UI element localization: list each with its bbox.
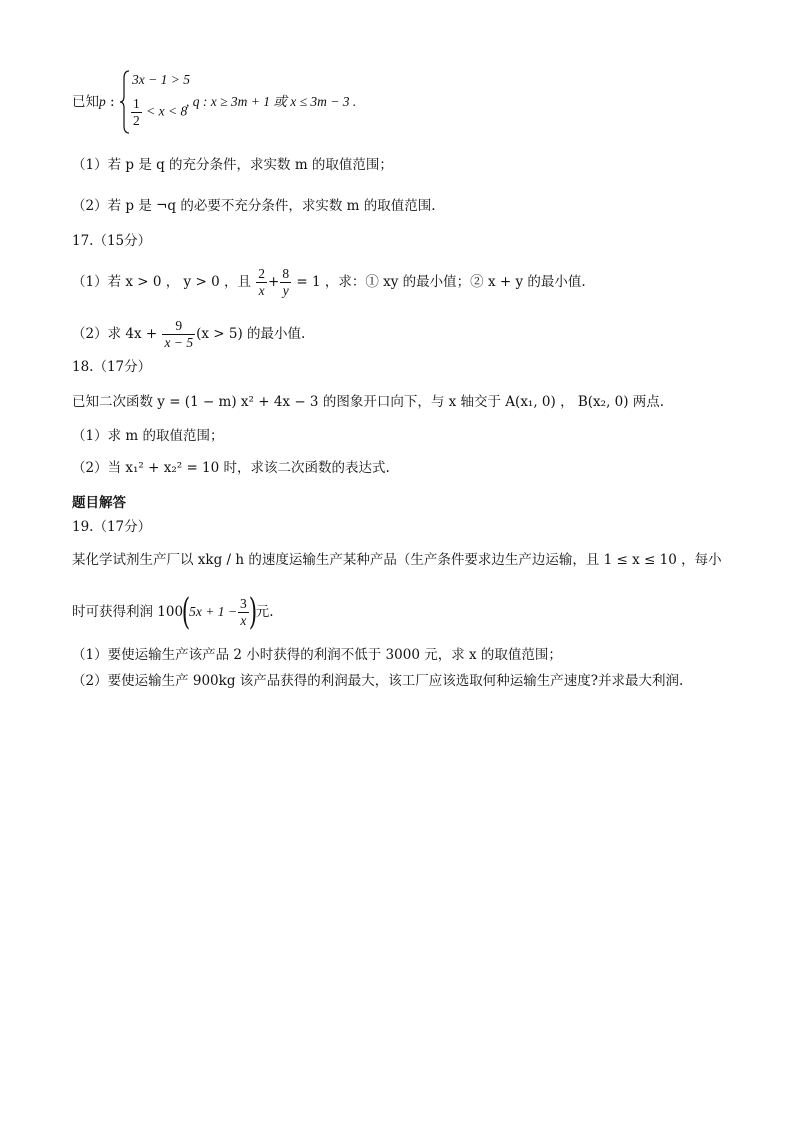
q19-header: 19.（17分） (72, 519, 152, 535)
q18-part1: （1）求 m 的取值范围； (72, 428, 224, 444)
q16-intro (72, 93, 115, 111)
q16-p-label: p (99, 94, 106, 109)
q19-inner-prefix: 5x + 1 − (189, 604, 237, 619)
q16-system-line1: 3x − 1 > 5 (132, 72, 190, 87)
q17-f1-num: 2 (258, 266, 266, 281)
q16-system-brace (120, 70, 130, 138)
q17-part2-suffix: (x > 5) 的最小值. (196, 326, 306, 342)
q19-f-num: 3 (239, 596, 247, 611)
q17-header: 17.（15分） (72, 233, 152, 249)
q17-f1-den: x (258, 283, 265, 298)
q17-f3-num: 9 (162, 318, 195, 335)
q17-f2-num: 8 (282, 266, 290, 281)
q19-part1: （1）要使运输生产该产品 2 小时获得的利润不低于 3000 元，求 x 的取值范围； (72, 647, 562, 663)
q17-part2 (72, 316, 305, 352)
q16-frac-num: 1 (133, 96, 140, 111)
q19-part2: （2）要使运输生产 900kg 该产品获得的利润最大，该工厂应该选取何种运输生产速度?并求最大利润. (72, 673, 684, 689)
section-title: 题目解答 (72, 495, 126, 511)
q17-part2-prefix: （2）求 4x + (72, 326, 158, 342)
q19-stem-line2-prefix: 时可获得利润 100 (72, 604, 184, 620)
q18-part2: （2）当 x₁² + x₂² = 10 时，求该二次函数的表达式. (72, 460, 390, 476)
q16-intro-prefix: 已知 (72, 94, 99, 110)
q16-part2: （2）若 p 是 ¬q 的必要不充分条件，求实数 m 的取值范围. (72, 198, 436, 214)
q19-stem-line1: 某化学试剂生产厂以 xkg / h 的速度运输生产某种产品（生产条件要求边生产边运输，且 1 ≤ x ≤ 10 ，每小 (72, 552, 722, 568)
q18-stem: 已知二次函数 y = (1 − m) x² + 4x − 3 的图象开口向下，与 x 轴交于 A(x₁, 0) ， B(x₂, 0) 两点. (72, 394, 665, 410)
q16-part1: （1）若 p 是 q 的充分条件，求实数 m 的取值范围； (72, 157, 393, 173)
q19-f-den: x (240, 613, 247, 628)
q16-frac-den: 2 (133, 113, 140, 128)
q16-q-condition: , q : x ≥ 3m + 1 或 x ≤ 3m − 3 . (186, 94, 357, 109)
q17-part1-prefix: （1）若 x > 0 ， y > 0 ，且 (72, 274, 251, 290)
q16-system-line2 (130, 96, 187, 129)
q18-header: 18.（17分） (72, 359, 152, 375)
q16-system-line2-rest: < x < 8 (142, 103, 188, 119)
q17-part1-suffix: = 1 ，求：① xy 的最小值；② x + y 的最小值. (296, 274, 586, 290)
q17-f2-den: y (282, 283, 289, 298)
left-paren-icon: ( (181, 591, 191, 633)
q16-colon: : (105, 94, 115, 110)
q19-stem-line2 (72, 592, 274, 632)
q17-plus: + (268, 274, 280, 290)
q17-f3-den: x − 5 (164, 335, 194, 350)
right-paren-icon: ) (248, 591, 257, 633)
left-brace-icon (120, 70, 130, 134)
q17-part1 (72, 264, 586, 300)
q19-stem-line2-suffix: 元. (255, 604, 274, 620)
